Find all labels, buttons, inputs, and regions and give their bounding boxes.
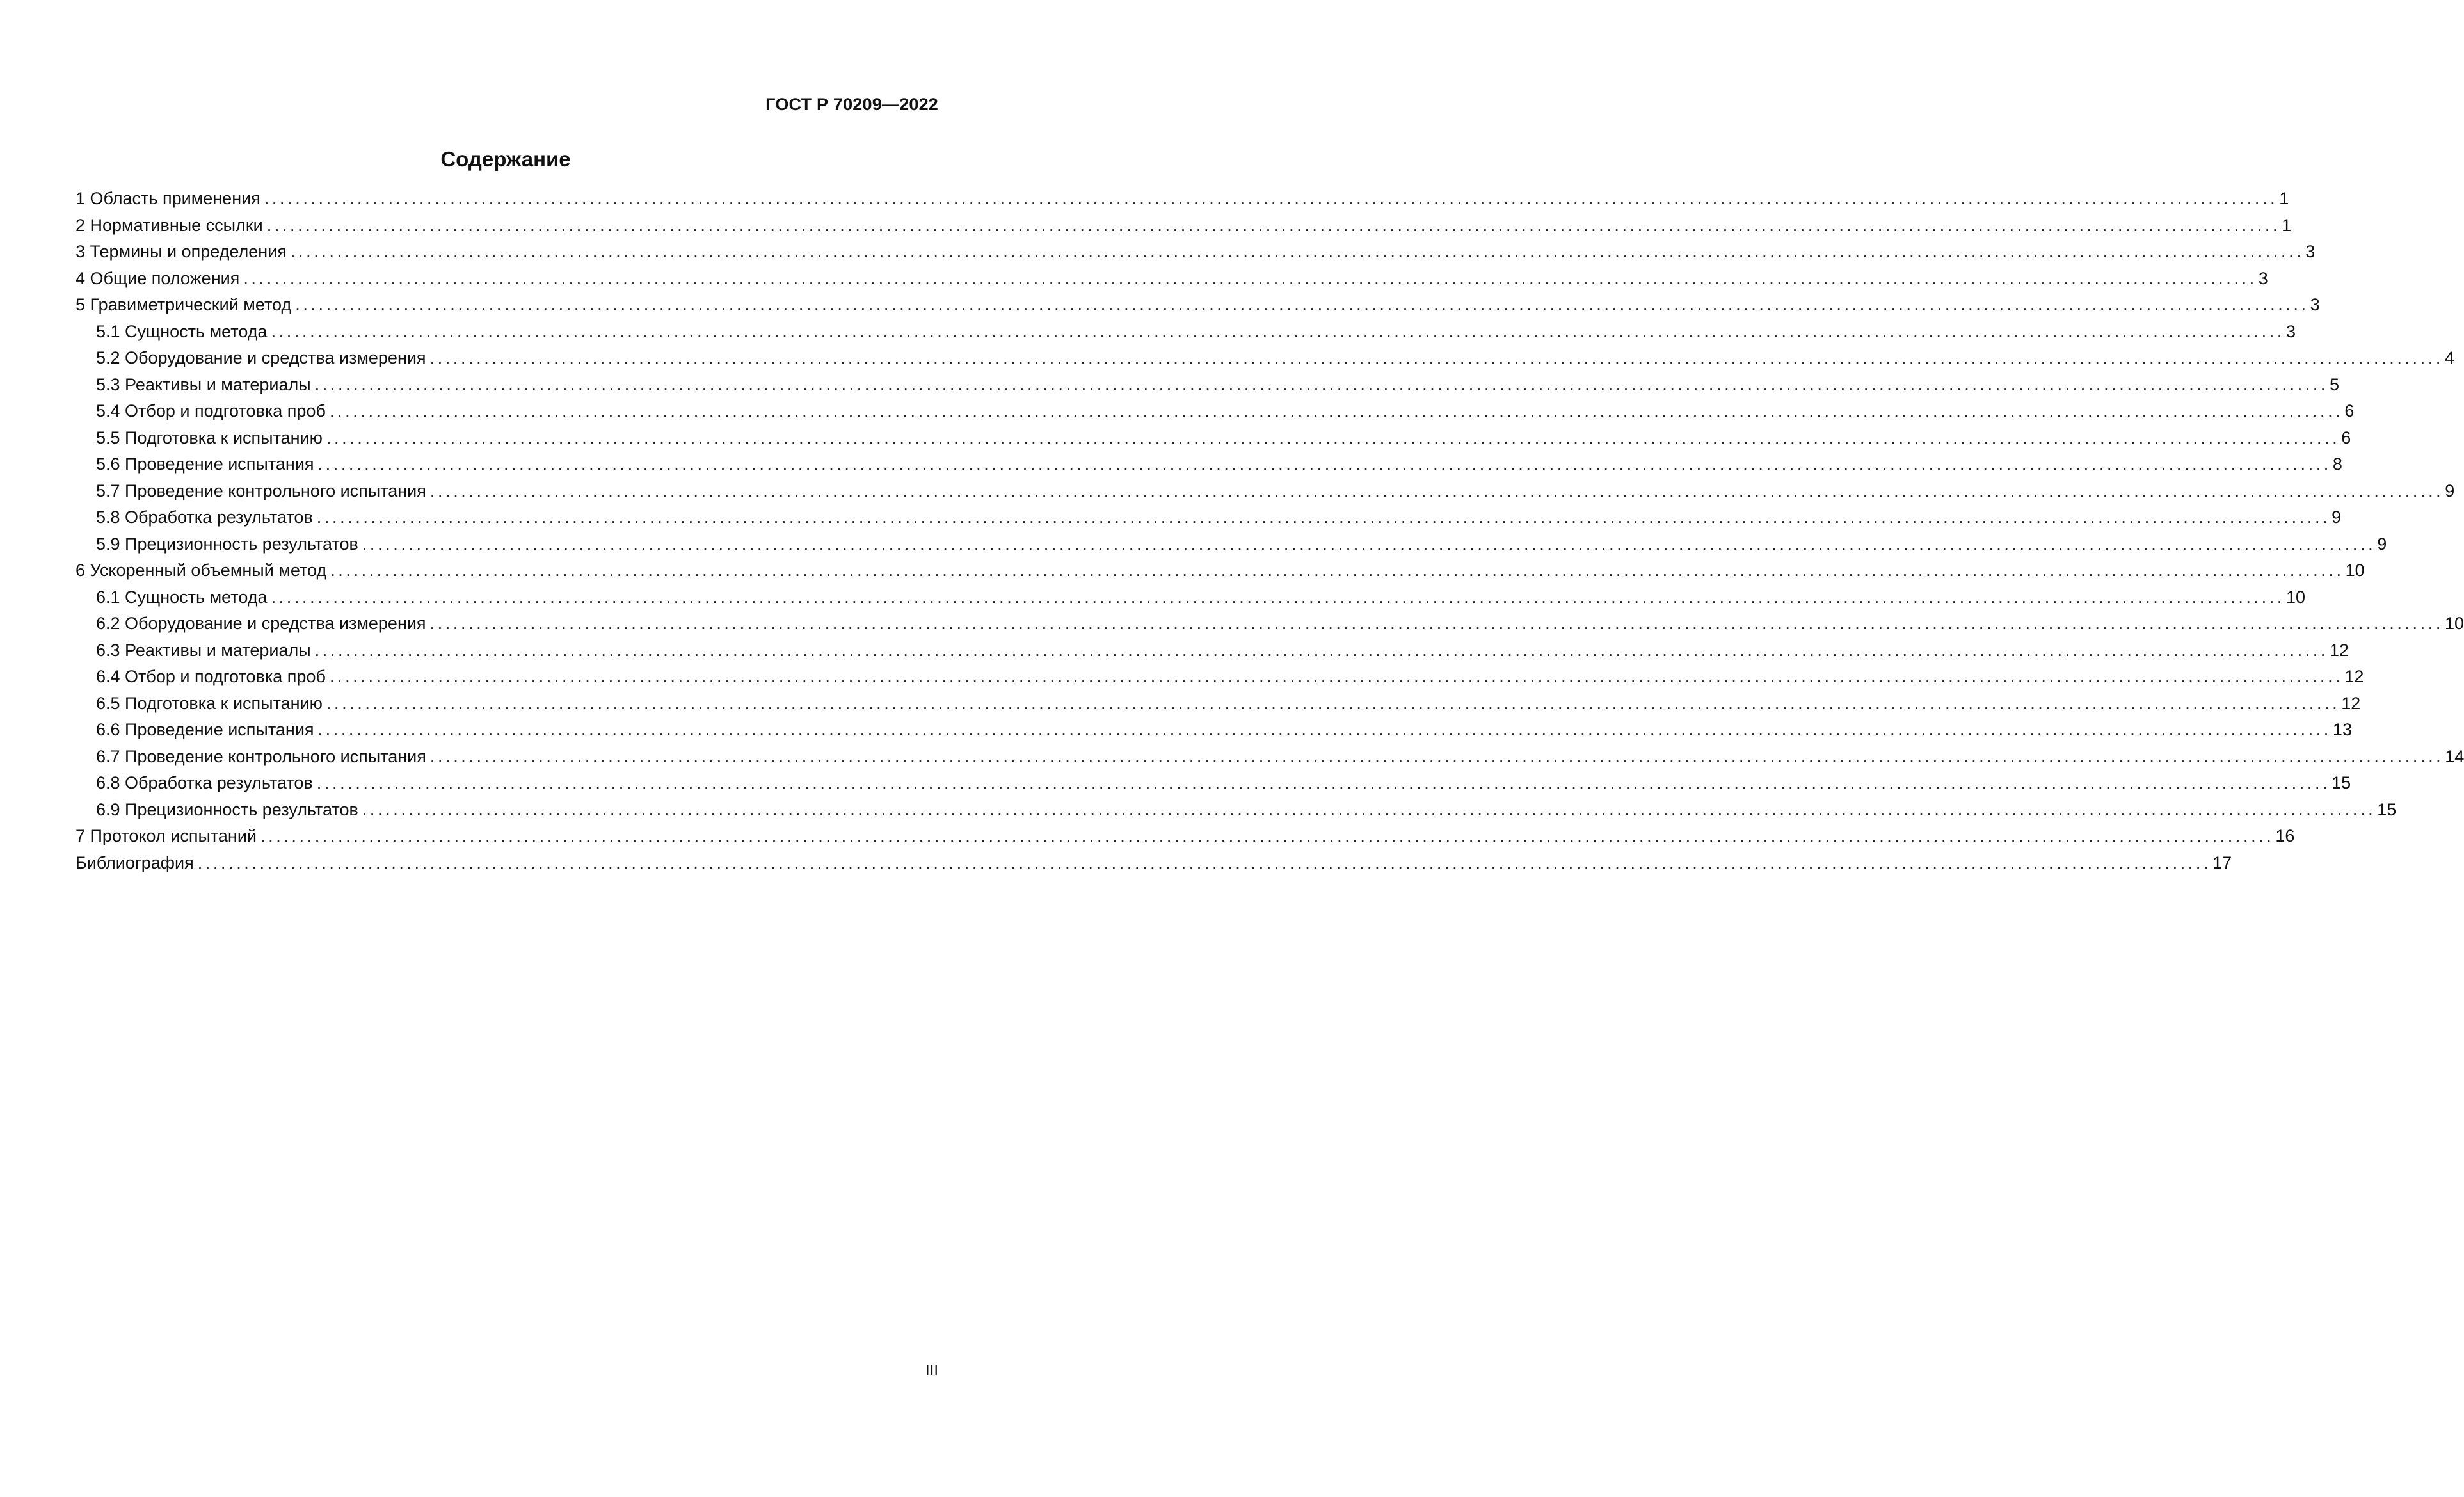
toc-entry-label: 5.6 Проведение испытания	[96, 454, 314, 474]
toc-entry[interactable]	[76, 823, 2295, 850]
toc-entry-page: 6	[2341, 428, 2351, 447]
toc-leader-dots: ....................................................................................................................................................................................................................................................................	[429, 746, 2444, 766]
toc-entry-label: 2 Нормативные ссылки	[76, 215, 263, 235]
toc-entry[interactable]	[76, 345, 2454, 372]
toc-entry-label: 5 Гравиметрический метод	[76, 295, 292, 314]
toc-entry-label: 5.4 Отбор и подготовка проб	[96, 401, 326, 420]
toc-entry-label: 6.3 Реактивы и материалы	[96, 640, 311, 660]
toc-entry-label: 3 Термины и определения	[76, 242, 287, 261]
document-code: ГОСТ Р 70209—2022	[765, 95, 938, 114]
toc-leader-dots: ....................................................................................................................................................................................................................................................................	[260, 826, 2275, 845]
toc-entry-page: 1	[2279, 189, 2289, 208]
toc-entry[interactable]	[76, 770, 2351, 797]
toc-entry-label: 6.4 Отбор и подготовка проб	[96, 667, 326, 686]
table-of-contents	[76, 186, 2464, 876]
toc-entry-label: 6.6 Проведение испытания	[96, 720, 314, 739]
toc-leader-dots: ....................................................................................................................................................................................................................................................................	[329, 401, 2344, 420]
toc-entry[interactable]	[76, 557, 2365, 584]
toc-entry-page: 3	[2305, 242, 2316, 261]
toc-entry-page: 15	[2332, 773, 2351, 792]
toc-entry-label: 5.9 Прецизионность результатов	[96, 534, 358, 554]
toc-entry-page: 12	[2330, 640, 2349, 660]
toc-entry-page: 8	[2332, 454, 2342, 474]
toc-entry[interactable]	[76, 531, 2387, 558]
toc-leader-dots: ....................................................................................................................................................................................................................................................................	[316, 773, 2331, 792]
toc-entry[interactable]	[76, 398, 2355, 425]
toc-entry-page: 5	[2330, 374, 2340, 394]
toc-entry-label: 6.8 Обработка результатов	[96, 773, 313, 792]
toc-entry[interactable]	[76, 584, 2305, 611]
toc-leader-dots: ....................................................................................................................................................................................................................................................................	[290, 242, 2305, 261]
toc-entry-label: 5.7 Проведение контрольного испытания	[96, 481, 426, 500]
toc-entry-label: 1 Область применения	[76, 189, 260, 208]
toc-entry-label: 6.5 Подготовка к испытанию	[96, 693, 323, 713]
toc-entry-page: 3	[2285, 321, 2296, 341]
toc-entry-label: 6 Ускоренный объемный метод	[76, 561, 327, 580]
toc-entry[interactable]	[76, 744, 2464, 771]
toc-leader-dots: ....................................................................................................................................................................................................................................................................	[271, 321, 2285, 341]
toc-entry-page: 17	[2212, 853, 2232, 872]
toc-leader-dots: ....................................................................................................................................................................................................................................................................	[317, 454, 2332, 474]
toc-leader-dots: ....................................................................................................................................................................................................................................................................	[271, 587, 2285, 607]
toc-entry-page: 3	[2258, 268, 2268, 288]
toc-entry-label: 5.5 Подготовка к испытанию	[96, 428, 323, 447]
toc-entry[interactable]	[76, 611, 2464, 637]
toc-leader-dots: ....................................................................................................................................................................................................................................................................	[314, 640, 2329, 660]
toc-leader-dots: ....................................................................................................................................................................................................................................................................	[314, 374, 2329, 394]
toc-leader-dots: ....................................................................................................................................................................................................................................................................	[429, 614, 2444, 633]
toc-leader-dots: ....................................................................................................................................................................................................................................................................	[266, 215, 2281, 235]
toc-entry[interactable]	[76, 451, 2342, 478]
toc-entry-label: 5.1 Сущность метода	[96, 321, 268, 341]
toc-entry[interactable]	[76, 212, 2292, 239]
toc-entry-page: 9	[2377, 534, 2387, 554]
toc-entry[interactable]	[76, 372, 2340, 399]
toc-leader-dots: ....................................................................................................................................................................................................................................................................	[330, 561, 2344, 580]
toc-leader-dots: ....................................................................................................................................................................................................................................................................	[362, 534, 2376, 554]
toc-leader-dots: ....................................................................................................................................................................................................................................................................	[326, 693, 2340, 713]
toc-entry-page: 1	[2282, 215, 2292, 235]
toc-entry-label: 5.3 Реактивы и материалы	[96, 374, 311, 394]
toc-entry-page: 15	[2377, 799, 2397, 819]
toc-leader-dots: ....................................................................................................................................................................................................................................................................	[316, 508, 2331, 527]
toc-entry[interactable]	[76, 637, 2349, 664]
toc-leader-dots: ....................................................................................................................................................................................................................................................................	[326, 428, 2340, 447]
toc-entry[interactable]	[76, 478, 2455, 505]
toc-entry-label: 5.2 Оборудование и средства измерения	[96, 348, 426, 367]
toc-entry[interactable]	[76, 691, 2361, 717]
toc-entry[interactable]	[76, 717, 2352, 744]
toc-leader-dots: ....................................................................................................................................................................................................................................................................	[264, 189, 2278, 208]
toc-entry-label: 7 Протокол испытаний	[76, 826, 257, 845]
page-number: III	[925, 1362, 938, 1379]
toc-entry[interactable]	[76, 266, 2268, 292]
toc-leader-dots: ....................................................................................................................................................................................................................................................................	[362, 799, 2376, 819]
toc-entry-label: 6.2 Оборудование и средства измерения	[96, 614, 426, 633]
toc-entry-page: 16	[2275, 826, 2295, 845]
toc-entry-page: 10	[2345, 561, 2365, 580]
toc-entry[interactable]	[76, 186, 2289, 212]
toc-entry-label: 5.8 Обработка результатов	[96, 508, 313, 527]
toc-entry-page: 9	[2332, 508, 2342, 527]
toc-entry-label: Библиография	[76, 853, 194, 872]
toc-entry-label: 4 Общие положения	[76, 268, 240, 288]
toc-entry-page: 13	[2332, 720, 2352, 739]
toc-leader-dots: ....................................................................................................................................................................................................................................................................	[429, 348, 2444, 367]
toc-entry[interactable]	[76, 797, 2397, 824]
toc-entry-page: 10	[2444, 614, 2464, 633]
toc-leader-dots: ....................................................................................................................................................................................................................................................................	[197, 853, 2212, 872]
toc-entry-page: 12	[2344, 667, 2364, 686]
toc-leader-dots: ....................................................................................................................................................................................................................................................................	[295, 295, 2309, 314]
toc-entry-page: 3	[2310, 295, 2320, 314]
toc-title: Содержание	[440, 147, 571, 171]
toc-leader-dots: ....................................................................................................................................................................................................................................................................	[317, 720, 2332, 739]
toc-entry[interactable]	[76, 664, 2364, 691]
toc-entry-page: 6	[2344, 401, 2355, 420]
toc-entry[interactable]	[76, 292, 2320, 319]
toc-leader-dots: ....................................................................................................................................................................................................................................................................	[243, 268, 2257, 288]
toc-entry-page: 9	[2445, 481, 2455, 500]
toc-leader-dots: ....................................................................................................................................................................................................................................................................	[429, 481, 2444, 500]
toc-leader-dots: ....................................................................................................................................................................................................................................................................	[329, 667, 2344, 686]
toc-entry-page: 12	[2341, 693, 2361, 713]
toc-entry-page: 10	[2285, 587, 2305, 607]
toc-entry-page: 14	[2445, 746, 2464, 766]
toc-entry[interactable]	[76, 425, 2351, 452]
toc-entry-label: 6.7 Проведение контрольного испытания	[96, 746, 426, 766]
toc-entry-label: 6.1 Сущность метода	[96, 587, 268, 607]
toc-entry-page: 4	[2444, 348, 2454, 367]
toc-entry-label: 6.9 Прецизионность результатов	[96, 799, 358, 819]
toc-entry[interactable]	[76, 850, 2232, 877]
toc-entry[interactable]	[76, 239, 2316, 266]
toc-entry[interactable]	[76, 319, 2296, 346]
toc-entry[interactable]	[76, 504, 2342, 531]
